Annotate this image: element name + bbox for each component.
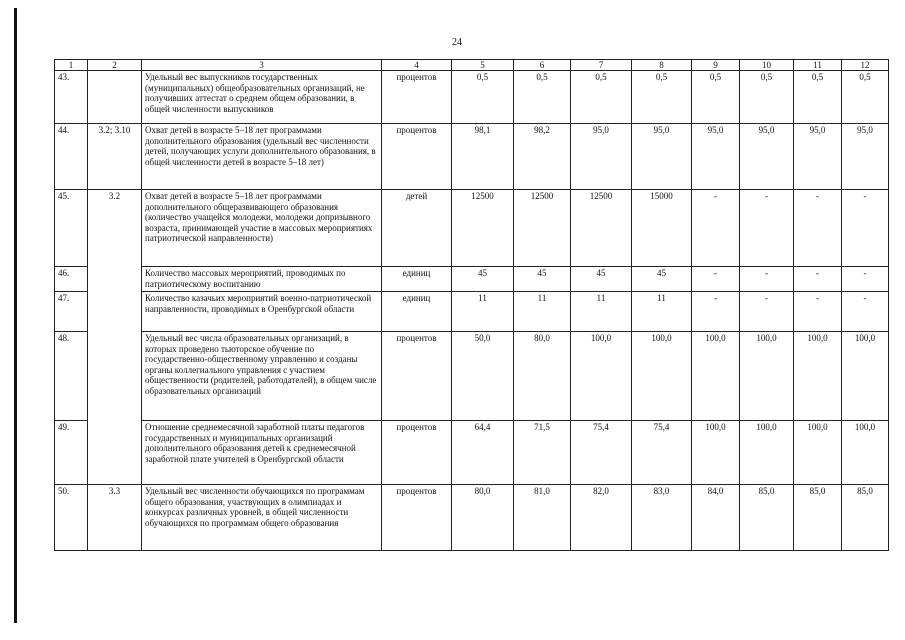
- header-cell: 5: [452, 60, 514, 71]
- header-cell: 10: [740, 60, 794, 71]
- value-cell: 100,0: [740, 421, 794, 485]
- row-description: Количество массовых мероприятий, проводимых по патриотическому воспитанию: [142, 267, 382, 292]
- value-cell: 12500: [571, 190, 632, 267]
- scan-edge-line: [14, 8, 17, 623]
- value-cell: 0,5: [740, 71, 794, 124]
- row-reference: 3.2: [88, 190, 142, 267]
- row-unit: единиц: [382, 292, 452, 332]
- value-cell: 75,4: [632, 421, 692, 485]
- value-cell: 45: [571, 267, 632, 292]
- header-cell: 11: [794, 60, 842, 71]
- value-cell: 0,5: [452, 71, 514, 124]
- header-cell: 4: [382, 60, 452, 71]
- value-cell: -: [692, 267, 740, 292]
- row-number: 48.: [55, 332, 88, 421]
- value-cell: 84,0: [692, 485, 740, 551]
- row-description: Удельный вес выпускников государственных (муниципальных) общеобразовательных организаций, не получивших аттестат о среднем общем образовании, в общей численности выпускников: [142, 71, 382, 124]
- header-cell: 7: [571, 60, 632, 71]
- value-cell: 95,0: [740, 124, 794, 190]
- value-cell: 0,5: [632, 71, 692, 124]
- value-cell: -: [740, 267, 794, 292]
- row-unit: единиц: [382, 267, 452, 292]
- row-number: 45.: [55, 190, 88, 267]
- value-cell: 64,4: [452, 421, 514, 485]
- row-description: Охват детей в возрасте 5–18 лет программами дополнительного образования (удельный вес численности детей, получающих услуги дополнительного образования, в общей численности детей в возрасте 5–18 лет): [142, 124, 382, 190]
- value-cell: 100,0: [692, 332, 740, 421]
- value-cell: -: [740, 190, 794, 267]
- value-cell: 85,0: [740, 485, 794, 551]
- row-unit: процентов: [382, 332, 452, 421]
- value-cell: 80,0: [452, 485, 514, 551]
- row-description: Количество казачьих мероприятий военно-патриотической направленности, проводимых в Оренбургской области: [142, 292, 382, 332]
- header-cell: 3: [142, 60, 382, 71]
- row-number: 43.: [55, 71, 88, 124]
- table-row: [55, 292, 889, 332]
- value-cell: 95,0: [794, 124, 842, 190]
- value-cell: 100,0: [692, 421, 740, 485]
- header-cell: 2: [88, 60, 142, 71]
- value-cell: 81,0: [514, 485, 571, 551]
- value-cell: 11: [514, 292, 571, 332]
- row-reference: [88, 332, 142, 421]
- value-cell: 12500: [514, 190, 571, 267]
- table-row: [55, 267, 889, 292]
- value-cell: 12500: [452, 190, 514, 267]
- value-cell: 85,0: [794, 485, 842, 551]
- row-number: 50.: [55, 485, 88, 551]
- value-cell: 98,1: [452, 124, 514, 190]
- value-cell: 80,0: [514, 332, 571, 421]
- indicators-table: [54, 59, 889, 551]
- table-row: [55, 124, 889, 190]
- value-cell: 100,0: [632, 332, 692, 421]
- row-description: Удельный вес числа образовательных организаций, в которых проведено тьюторское обучение по государственно-общественному управлению и созданы органы коллегиального управления с участием общественности (родителей, работодателей), в общем числе образовательных организаций: [142, 332, 382, 421]
- row-reference: [88, 267, 142, 292]
- row-number: 49.: [55, 421, 88, 485]
- value-cell: -: [794, 292, 842, 332]
- value-cell: 11: [452, 292, 514, 332]
- value-cell: 0,5: [514, 71, 571, 124]
- value-cell: -: [842, 190, 889, 267]
- row-number: 46.: [55, 267, 88, 292]
- page-number: 24: [452, 37, 462, 48]
- header-cell: 6: [514, 60, 571, 71]
- value-cell: 75,4: [571, 421, 632, 485]
- value-cell: -: [842, 267, 889, 292]
- value-cell: 82,0: [571, 485, 632, 551]
- value-cell: -: [794, 267, 842, 292]
- value-cell: 15000: [632, 190, 692, 267]
- value-cell: 11: [571, 292, 632, 332]
- row-description: Охват детей в возрасте 5–18 лет программами дополнительного общеразвивающего образования (количество учащейся молодежи, молодежи допризывного возраста, принимающей участие в массовых мероприятиях патриотической направленности): [142, 190, 382, 267]
- row-description: Удельный вес численности обучающихся по программам общего образования, участвующих в олимпиадах и конкурсах различных уровней, в общей численности обучающихся по программам общего образования: [142, 485, 382, 551]
- value-cell: 100,0: [794, 421, 842, 485]
- value-cell: 100,0: [842, 421, 889, 485]
- row-reference: [88, 292, 142, 332]
- value-cell: 0,5: [842, 71, 889, 124]
- row-unit: процентов: [382, 71, 452, 124]
- value-cell: 85,0: [842, 485, 889, 551]
- value-cell: 0,5: [571, 71, 632, 124]
- table-row: [55, 332, 889, 421]
- value-cell: 45: [514, 267, 571, 292]
- table-row: [55, 71, 889, 124]
- value-cell: 95,0: [842, 124, 889, 190]
- value-cell: 98,2: [514, 124, 571, 190]
- row-unit: детей: [382, 190, 452, 267]
- value-cell: 95,0: [632, 124, 692, 190]
- table-row: [55, 421, 889, 485]
- value-cell: 100,0: [842, 332, 889, 421]
- value-cell: 100,0: [740, 332, 794, 421]
- row-description: Отношение среднемесячной заработной платы педагогов государственных и муниципальных организаций дополнительного образования детей к среднемесячной заработной плате учителей в Оренбургской области: [142, 421, 382, 485]
- row-unit: процентов: [382, 421, 452, 485]
- value-cell: -: [740, 292, 794, 332]
- row-unit: процентов: [382, 124, 452, 190]
- value-cell: 0,5: [794, 71, 842, 124]
- table-header-row: [55, 60, 889, 71]
- table-row: [55, 485, 889, 551]
- row-number: 44.: [55, 124, 88, 190]
- header-cell: 1: [55, 60, 88, 71]
- value-cell: -: [692, 190, 740, 267]
- value-cell: 100,0: [794, 332, 842, 421]
- header-cell: 8: [632, 60, 692, 71]
- header-cell: 9: [692, 60, 740, 71]
- value-cell: -: [692, 292, 740, 332]
- row-reference: 3.3: [88, 485, 142, 551]
- value-cell: 83,0: [632, 485, 692, 551]
- row-reference: [88, 71, 142, 124]
- row-unit: процентов: [382, 485, 452, 551]
- value-cell: 95,0: [692, 124, 740, 190]
- value-cell: -: [794, 190, 842, 267]
- value-cell: 45: [632, 267, 692, 292]
- value-cell: 11: [632, 292, 692, 332]
- value-cell: 0,5: [692, 71, 740, 124]
- value-cell: 71,5: [514, 421, 571, 485]
- row-number: 47.: [55, 292, 88, 332]
- value-cell: 45: [452, 267, 514, 292]
- table-row: [55, 190, 889, 267]
- row-reference: [88, 421, 142, 485]
- value-cell: 95,0: [571, 124, 632, 190]
- value-cell: 50,0: [452, 332, 514, 421]
- value-cell: 100,0: [571, 332, 632, 421]
- row-reference: 3.2; 3.10: [88, 124, 142, 190]
- header-cell: 12: [842, 60, 889, 71]
- value-cell: -: [842, 292, 889, 332]
